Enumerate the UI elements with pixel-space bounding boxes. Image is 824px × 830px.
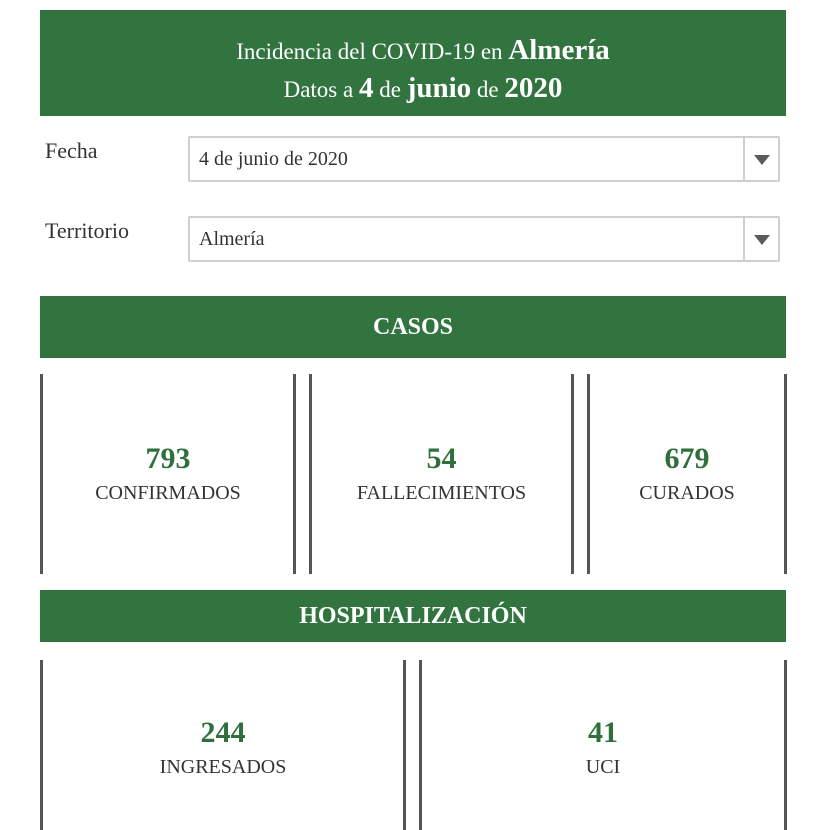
page-header — [40, 10, 786, 116]
fecha-label: Fecha — [45, 138, 98, 163]
header-place: Almería — [508, 34, 610, 66]
chevron-down-icon — [754, 235, 770, 245]
stat-label: CURADOS — [639, 482, 735, 504]
stat-value: 244 — [200, 716, 246, 749]
stat-value: 793 — [145, 442, 191, 475]
stat-label: FALLECIMIENTOS — [356, 482, 527, 504]
stat-label: UCI — [585, 756, 621, 778]
territorio-select-value: Almería — [199, 228, 265, 250]
header-title-prefix: Incidencia del COVID-19 en — [236, 39, 503, 64]
stat-card-curados — [587, 374, 787, 574]
stat-card-ingresados — [40, 660, 406, 830]
header-de: de — [476, 77, 499, 102]
territorio-select[interactable] — [188, 216, 780, 262]
stat-card-fallecimientos — [309, 374, 574, 574]
stat-value: 54 — [426, 442, 457, 475]
stat-card-uci — [419, 660, 787, 830]
chevron-down-icon — [754, 155, 770, 165]
stat-label: INGRESADOS — [159, 756, 287, 778]
header-date — [40, 72, 786, 106]
territorio-label: Territorio — [45, 218, 129, 243]
header-de: de — [379, 77, 401, 102]
header-title — [40, 36, 786, 66]
casos-section-title: CASOS — [40, 296, 786, 358]
territorio-dropdown-button[interactable] — [743, 218, 778, 260]
stat-label: CONFIRMADOS — [95, 482, 241, 504]
header-year: 2020 — [504, 72, 563, 104]
stat-value: 41 — [588, 716, 618, 749]
fecha-dropdown-button[interactable] — [743, 138, 778, 180]
fecha-select[interactable] — [188, 136, 780, 182]
hospitalizacion-section-title: HOSPITALIZACIÓN — [40, 590, 786, 642]
header-date-prefix: Datos a — [283, 77, 354, 102]
stat-value: 679 — [664, 442, 710, 475]
fecha-select-value: 4 de junio de 2020 — [199, 148, 348, 170]
header-day: 4 — [358, 72, 374, 104]
header-month: junio — [406, 72, 472, 104]
stat-card-confirmados — [40, 374, 296, 574]
